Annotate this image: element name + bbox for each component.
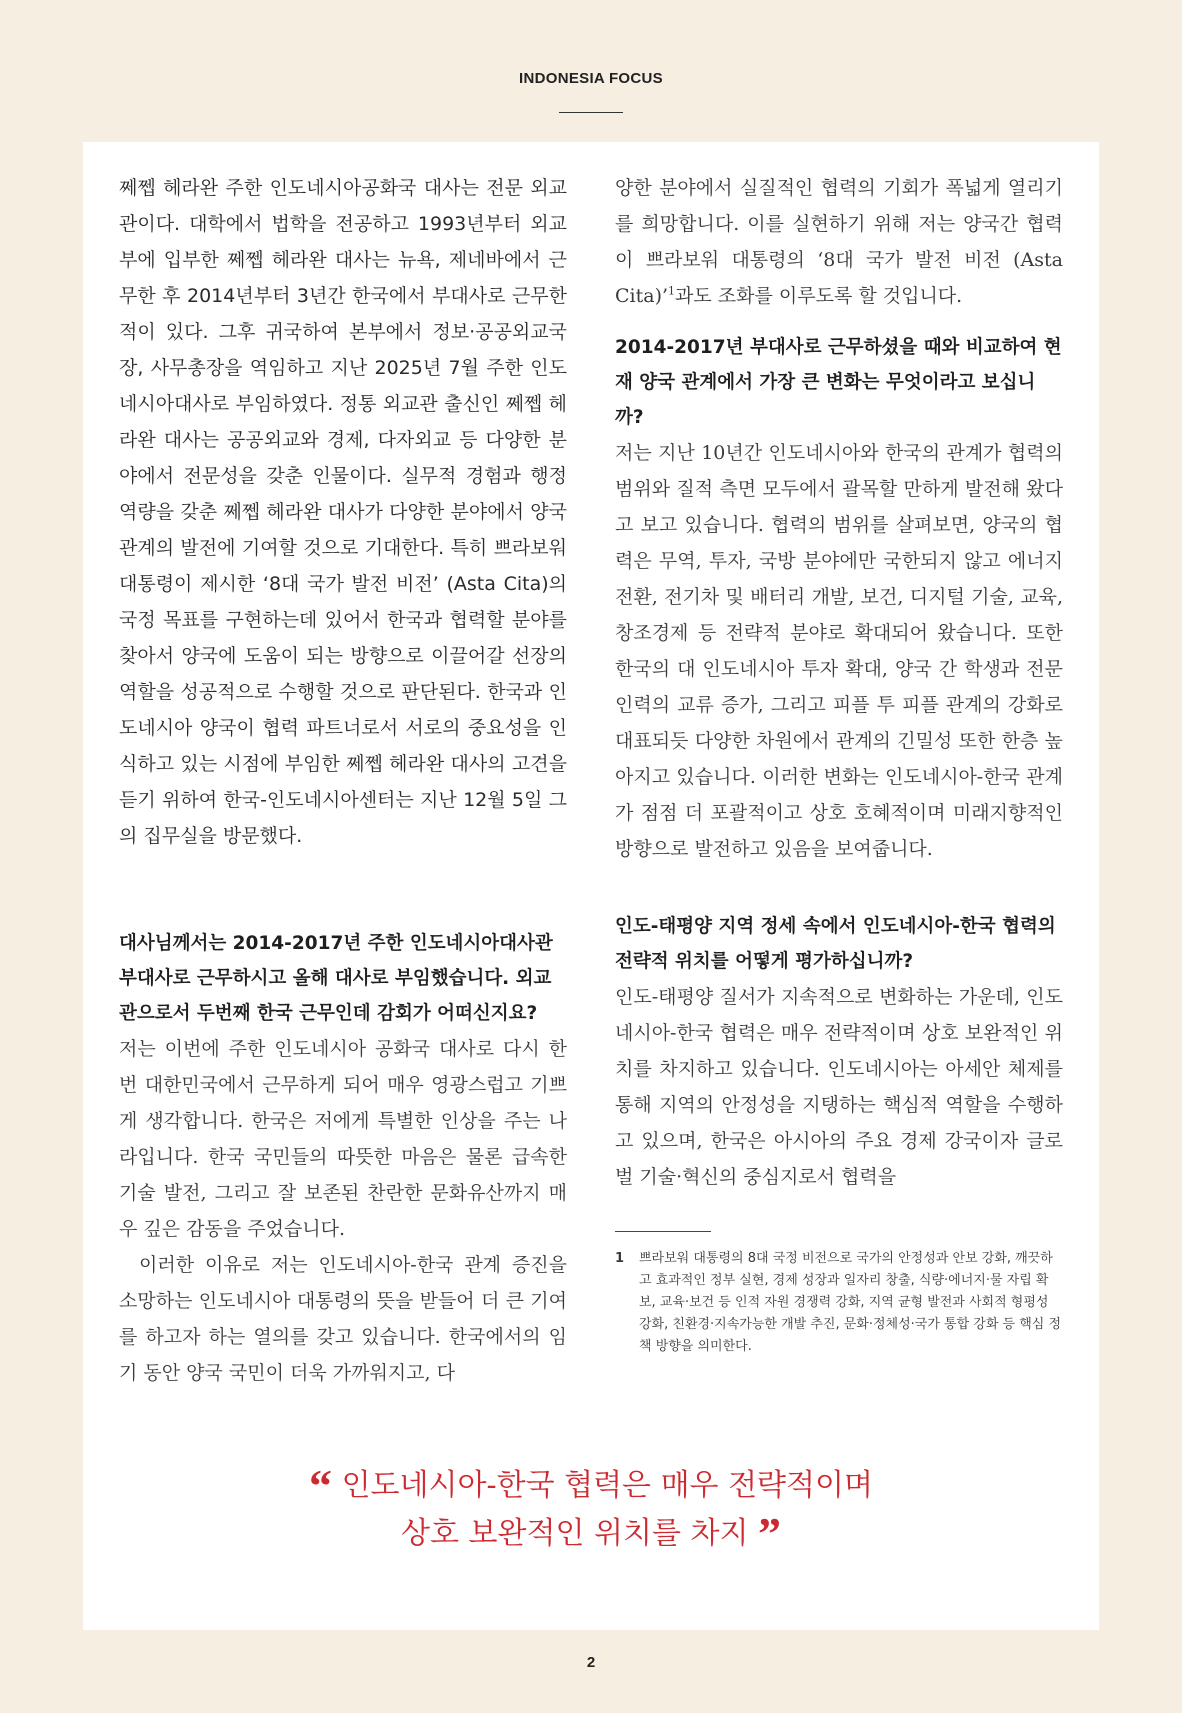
intro-paragraph: 쩨쩹 헤라완 주한 인도네시아공화국 대사는 전문 외교관이다. 대학에서 법학을 전공하고 1993년부터 외교부에 입부한 쩨쩹 헤라완 대사는 뉴욕, 제네바에서 근무한 후 2014년부터 3년간 한국에서 부대사로 근무한 적이 있다. 그후 귀국하여 본부에서 정보·공공외교국장, 사무총장을 역임하고 지난 2025년 7월 주한 인도네시아대사로 부임하였다. 정통 외교관 출신인 쩨쩹 헤라완 대사는 공공외교와 경제, 다자외교 등 다양한 분야에서 전문성을 갖춘 인물이다. 실무적 경험과 행정 역량을 갖춘 쩨쩹 헤라완 대사가 다양한 분야에서 양국 관계의 발전에 기여할 것으로 기대한다. 특히 쁘라보워 대통령이 제시한 ‘8대 국가 발전 비전’ (Asta Cita)의 국정 목표를 구현하는데 있어서 한국과 협력할 분야를 찾아서 양국에 도움이 되는 방향으로 이끌어갈 선장의 역할을 성공적으로 수행할 것으로 판단된다. 한국과 인도네시아 양국이 협력 파트너로서 서로의 중요성을 인식하고 있는 시점에 부임한 쩨쩹 헤라완 대사의 고견을 듣기 위하여 한국-인도네시아센터는 지난 12월 5일 그의 집무실을 방문했다. [119,177,567,847]
answer-1-continued-text: 양한 분야에서 실질적인 협력의 기회가 폭넓게 열리기를 희망합니다. 이를 실현하기 위해 저는 양국간 협력이 쁘라보워 대통령의 ‘8대 국가 발전 비전 (Asta Cita)’ [615,177,1063,307]
answer-1-paragraph-1: 저는 이번에 주한 인도네시아 공화국 대사로 다시 한 번 대한민국에서 근무하게 되어 매우 영광스럽고 기쁘게 생각합니다. 한국은 저에게 특별한 인상을 주는 나라입니다. 한국 국민들의 따뜻한 마음은 물론 급속한 기술 발전, 그리고 잘 보존된 찬란한 문화유산까지 매우 깊은 감동을 주었습니다. [119,1038,567,1240]
pull-quote [83,1462,1099,1558]
pull-quote-text-2: 상호 보완적인 위치를 차지 [401,1516,749,1551]
section-title: INDONESIA FOCUS [519,70,663,87]
question-1: 대사님께서는 2014-2017년 주한 인도네시아대사관 부대사로 근무하시고 올해 대사로 부임했습니다. 외교관으로서 두번째 한국 근무인데 감회가 어떠신지요? [119,933,553,1024]
left-column [119,170,567,1391]
page-number: 2 [586,1654,596,1671]
footnote-divider [615,1231,711,1232]
close-quote-icon: ” [757,1508,781,1559]
answer-1-continued [615,170,1063,314]
footnote [615,1248,1063,1358]
answer-1-paragraph-2: 이러한 이유로 저는 인도네시아-한국 관계 증진을 소망하는 인도네시아 대통령의 뜻을 받들어 더 큰 기여를 하고자 하는 열의를 갖고 있습니다. 한국에서의 임기 동안 양국 국민이 더욱 가까워지고, 다 [119,1254,567,1384]
header-divider [559,112,623,113]
footnote-text: 쁘라보워 대통령의 8대 국정 비전으로 국가의 안정성과 안보 강화, 깨끗하고 효과적인 정부 실현, 경제 성장과 일자리 창출, 식량·에너지·물 자립 확보, 교육·보건 등 인적 자원 경쟁력 강화, 지역 균형 발전과 사회적 형평성 강화, 친환경·지속가능한 개발 추진, 문화·정체성·국가 통합 강화 등 핵심 정책 방향을 의미한다. [639,1251,1062,1354]
answer-1-continued-tail: 과도 조화를 이루도록 할 것입니다. [675,285,963,307]
question-3: 인도-태평양 지역 정세 속에서 인도네시아-한국 협력의 전략적 위치를 어떻게 평가하십니까? [615,916,1056,972]
answer-3: 인도-태평양 질서가 지속적으로 변화하는 가운데, 인도네시아-한국 협력은 매우 전략적이며 상호 보완적인 위치를 차지하고 있습니다. 인도네시아는 아세안 체제를 통해 지역의 안정성을 지탱하는 핵심적 역할을 수행하고 있으며, 한국은 아시아의 주요 경제 강국이자 글로벌 기술·혁신의 중심지로서 협력을 [615,986,1063,1188]
article-card [83,142,1099,1630]
open-quote-icon: “ [309,1460,333,1511]
pull-quote-line-1 [83,1462,1099,1510]
right-column [615,170,1063,1358]
answer-2: 저는 지난 10년간 인도네시아와 한국의 관계가 협력의 범위와 질적 측면 모두에서 괄목할 만하게 발전해 왔다고 보고 있습니다. 협력의 범위를 살펴보면, 양국의 협력은 무역, 투자, 국방 분야에만 국한되지 않고 에너지 전환, 전기차 및 배터리 개발, 보건, 디지털 기술, 교육, 창조경제 등 전략적 분야로 확대되어 왔습니다. 또한 한국의 대 인도네시아 투자 확대, 양국 간 학생과 전문 인력의 교류 증가, 그리고 피플 투 피플 관계의 강화로 대표되듯 다양한 차원에서 관계의 긴밀성 또한 한층 높아지고 있습니다. 이러한 변화는 인도네시아-한국 관계가 점점 더 포괄적이고 상호 호혜적이며 미래지향적인 방향으로 발전하고 있음을 보여줍니다. [615,442,1063,860]
footnote-reference: 1 [668,284,676,298]
question-2: 2014-2017년 부대사로 근무하셨을 때와 비교하여 현재 양국 관계에서 가장 큰 변화는 무엇이라고 보십니까? [615,337,1062,428]
pull-quote-line-2 [83,1510,1099,1558]
pull-quote-text-1: 인도네시아-한국 협력은 매우 전략적이며 [341,1468,873,1503]
footnote-number: 1 [615,1251,625,1266]
